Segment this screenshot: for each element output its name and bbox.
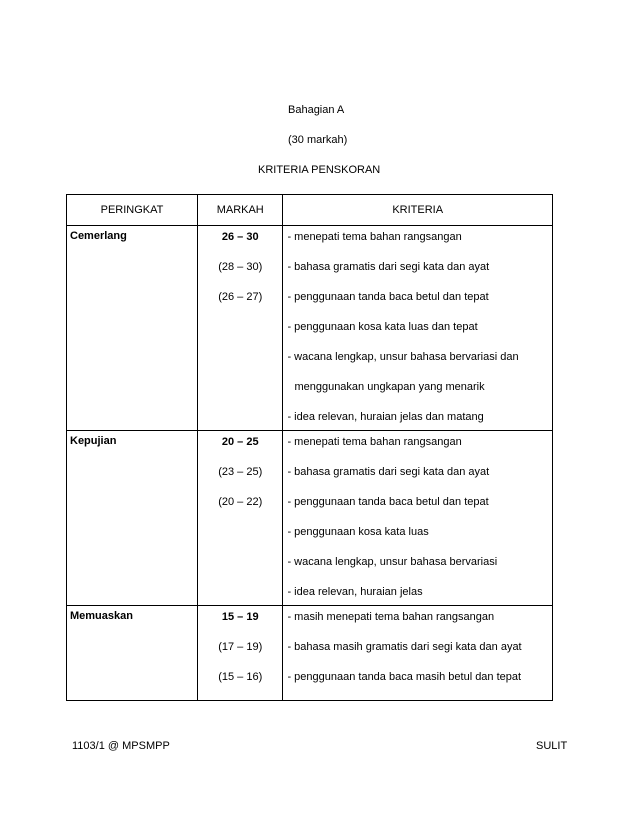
marks-subrange: (17 – 19): [218, 641, 263, 653]
criteria-item: - bahasa gramatis dari segi kata dan ayat: [287, 261, 490, 273]
criteria-item: - bahasa masih gramatis dari segi kata dan ayat: [287, 641, 522, 653]
marks-cell: [198, 606, 283, 701]
marks-subrange: (26 – 27): [218, 291, 263, 303]
marks-subrange: (15 – 16): [218, 671, 263, 683]
criteria-item: - menepati tema bahan rangsangan: [287, 436, 462, 448]
criteria-item: menggunakan ungkapan yang menarik: [294, 381, 485, 393]
marks-subrange: (23 – 25): [218, 466, 263, 478]
criteria-item: - wacana lengkap, unsur bahasa bervariasi dan: [287, 351, 519, 363]
column-header-kriteria: KRITERIA: [283, 195, 553, 226]
marks-cell: [198, 226, 283, 431]
criteria-item: - idea relevan, huraian jelas dan matang: [287, 411, 484, 423]
scoring-rubric-table: [66, 194, 553, 701]
table-row: [67, 431, 553, 606]
footer-paper-code: 1103/1 @ MPSMPP: [72, 740, 170, 752]
marks-subrange: (20 – 22): [218, 496, 263, 508]
table-row: [67, 606, 553, 701]
criteria-item: - penggunaan tanda baca betul dan tepat: [287, 496, 489, 508]
rubric-heading: KRITERIA PENSKORAN: [258, 164, 381, 176]
criteria-item: - idea relevan, huraian jelas: [287, 586, 423, 598]
criteria-item: - penggunaan tanda baca masih betul dan tepat: [287, 671, 522, 683]
marks-range: 26 – 30: [221, 231, 259, 243]
table-header-row: [67, 195, 553, 226]
column-header-markah: MARKAH: [198, 195, 283, 226]
criteria-item: - penggunaan kosa kata luas dan tepat: [287, 321, 478, 333]
criteria-item: - penggunaan kosa kata luas: [287, 526, 429, 538]
table-row: [67, 226, 553, 431]
criteria-item: - penggunaan tanda baca betul dan tepat: [287, 291, 489, 303]
criteria-item: - wacana lengkap, unsur bahasa bervariasi: [287, 556, 498, 568]
marks-range: 20 – 25: [221, 436, 259, 448]
criteria-item: - menepati tema bahan rangsangan: [287, 231, 462, 243]
criteria-cell: [283, 606, 553, 701]
column-header-peringkat: PERINGKAT: [67, 195, 198, 226]
section-title: Bahagian A: [288, 104, 345, 116]
section-marks: (30 markah): [288, 134, 348, 146]
criteria-cell: [283, 431, 553, 606]
marks-range: 15 – 19: [221, 611, 259, 623]
grade-cell: Kepujian: [67, 431, 198, 606]
grade-cell: Cemerlang: [67, 226, 198, 431]
marks-subrange: (28 – 30): [218, 261, 263, 273]
criteria-cell: [283, 226, 553, 431]
footer-classification: SULIT: [536, 740, 568, 752]
criteria-item: - masih menepati tema bahan rangsangan: [287, 611, 495, 623]
marks-cell: [198, 431, 283, 606]
criteria-item: - bahasa gramatis dari segi kata dan ayat: [287, 466, 490, 478]
grade-cell: Memuaskan: [67, 606, 198, 701]
